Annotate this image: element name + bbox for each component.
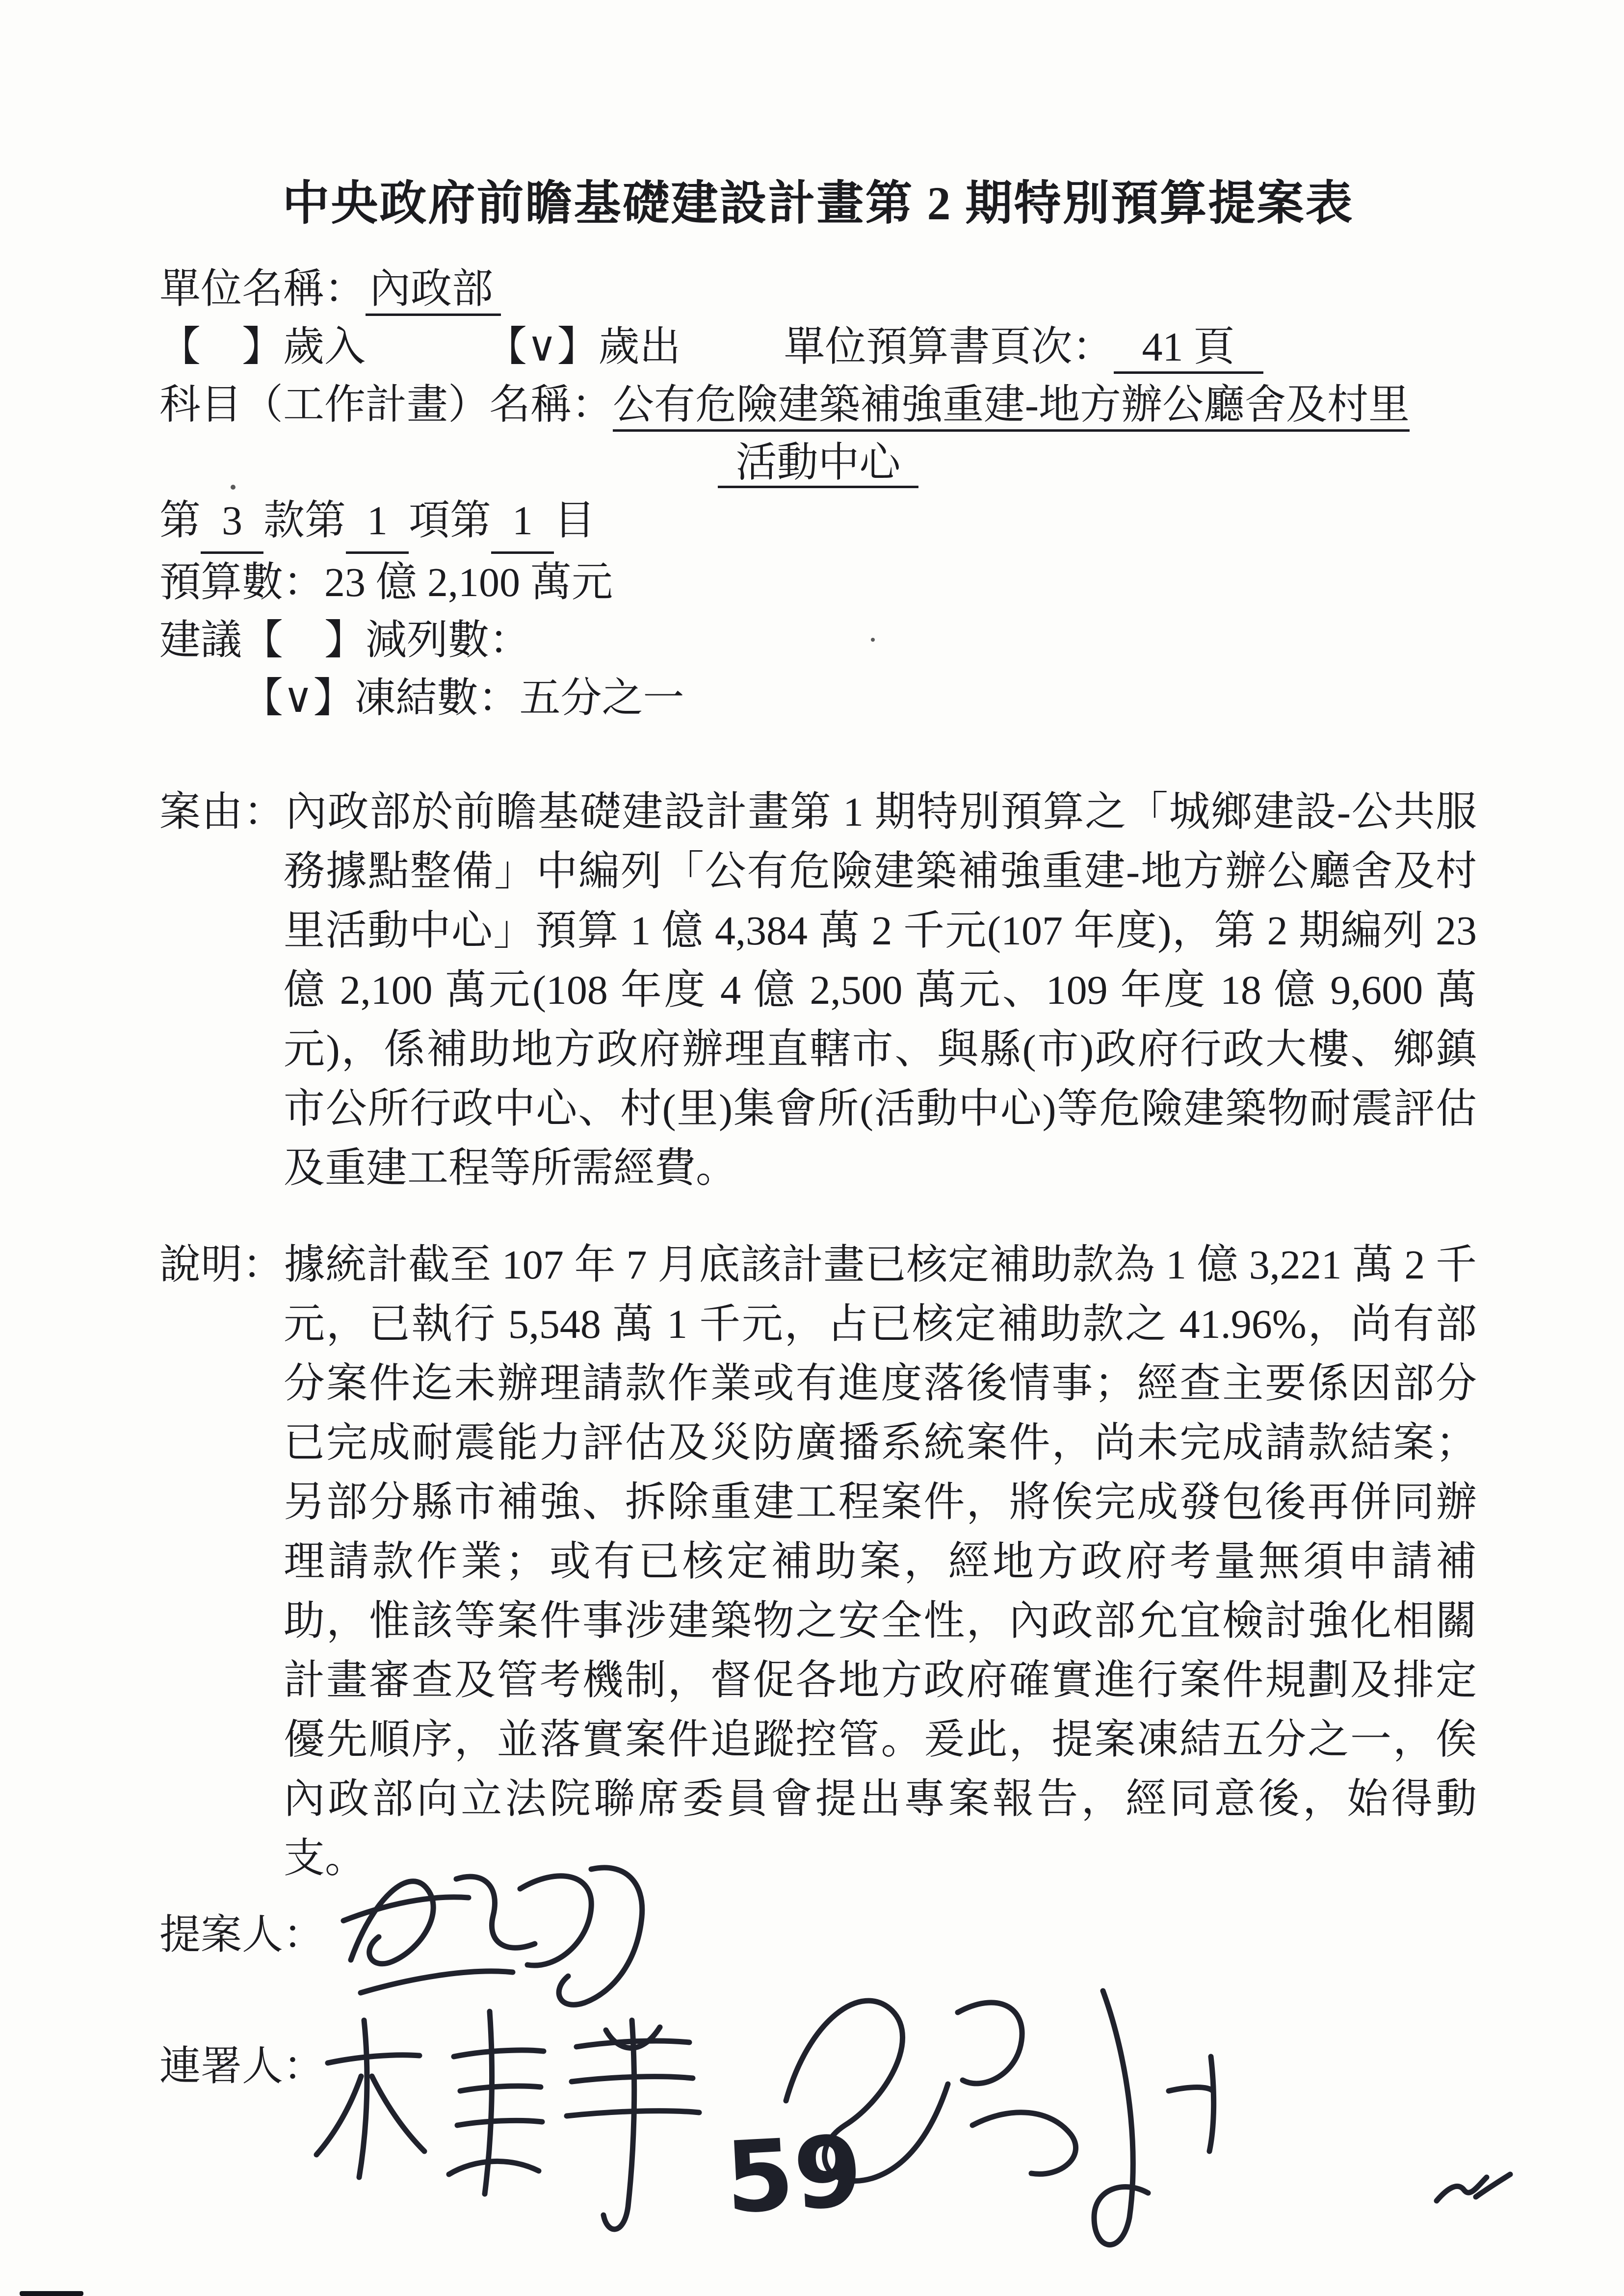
form-title: 中央政府前瞻基礎建設計畫第 2 期特別預算提案表 bbox=[282, 177, 1354, 230]
revenue-checkbox-icon: 【 】 bbox=[159, 324, 284, 370]
item-mid-2: 項第 bbox=[409, 498, 492, 544]
explanation-paragraph bbox=[159, 1235, 1477, 1888]
proposer-row bbox=[159, 1911, 1477, 1960]
form-content bbox=[159, 0, 1477, 2091]
case-label: 案由： bbox=[159, 789, 286, 835]
handwritten-number: 59 bbox=[722, 2114, 865, 2236]
item-mid-1: 款第 bbox=[263, 498, 346, 544]
freeze-value: 五分之一 bbox=[519, 676, 684, 721]
suggestion-freeze-row bbox=[159, 670, 1477, 728]
item-kuan-value: 3 bbox=[201, 492, 263, 554]
item-mu-value: 1 bbox=[491, 492, 554, 554]
item-xiang-value: 1 bbox=[346, 492, 409, 554]
suggestion-prefix: 建議 bbox=[159, 618, 242, 663]
freeze-label: 凍結數： bbox=[354, 676, 520, 721]
explanation-label: 說明： bbox=[159, 1242, 284, 1288]
cosigner-row bbox=[159, 2042, 1477, 2091]
expenditure-label: 歲出 bbox=[598, 324, 681, 370]
subject-row bbox=[159, 376, 1477, 434]
expenditure-option bbox=[486, 324, 681, 370]
budget-row bbox=[159, 554, 1477, 612]
freeze-checkbox-icon: 【∨】 bbox=[242, 676, 355, 721]
subject-value-line1: 公有危險建築補強重建-地方辦公廳舍及村里 bbox=[613, 382, 1410, 432]
item-suffix: 目 bbox=[554, 498, 596, 544]
item-prefix: 第 bbox=[159, 498, 201, 544]
cut-checkbox-icon: 【 】 bbox=[242, 618, 366, 663]
unit-name-row bbox=[159, 261, 1477, 318]
case-text: 內政部於前瞻基礎建設計畫第 1 期特別預算之「城鄉建設-公共服務據點整備」中編列「公有危險建築補強重建-地方辦公廳舍及村里活動中心」預算 1 億 4,384 萬 2 千元(107 年度)，第 2 期編列 23 億 2,100 萬元(108 年度 4 億 2,500 萬元、109 年度 18 億 9,600 萬元)，係補助地方政府辦理直轄市、與縣(市)政府行政大樓、鄉鎮市公所行政中心、村(里)集會所(活動中心)等危險建築物耐震評估及重建工程等所需經費。 bbox=[284, 789, 1477, 1191]
case-paragraph bbox=[159, 783, 1477, 1198]
subject-label: 科目（工作計畫）名稱： bbox=[159, 382, 613, 428]
category-row bbox=[159, 318, 1477, 376]
unit-name-value: 內政部 bbox=[366, 266, 501, 316]
unit-name-label: 單位名稱： bbox=[159, 266, 366, 312]
item-number-row bbox=[159, 492, 1477, 554]
suggestion-cut-row bbox=[159, 612, 1477, 670]
subject-row-continuation bbox=[159, 434, 1477, 492]
scan-edge-artifact bbox=[20, 2291, 83, 2296]
revenue-label: 歲入 bbox=[283, 324, 366, 370]
explanation-text: 據統計截至 107 年 7 月底該計畫已核定補助款為 1 億 3,221 萬 2 千元，已執行 5,548 萬 1 千元，占已核定補助款之 41.96%，尚有部分案件迄未辦理請款作業或有進度落後情事；經查主要係因部分已完成耐震能力評估及災防廣播系統案件，尚未完成請款結案；另部分縣市補強、拆除重建工程案件，將俟完成發包後再併同辦理請款作業；或有已核定補助案，經地方政府考量無須申請補助，惟該等案件事涉建築物之安全性，內政部允宜檢討強化相關計畫審查及管考機制，督促各地方政府確實進行案件規劃及排定優先順序，並落實案件追蹤控管。爰此，提案凍結五分之一，俟內政部向立法院聯席委員會提出專案報告，經同意後，始得動支。 bbox=[284, 1242, 1477, 1881]
subject-value-line2: 活動中心 bbox=[718, 440, 918, 488]
cosigner-label: 連署人： bbox=[159, 2044, 325, 2089]
budget-label: 預算數： bbox=[159, 560, 325, 605]
scan-speck bbox=[231, 485, 236, 490]
scan-speck bbox=[871, 638, 875, 642]
page-ref-label: 單位預算書頁次： bbox=[784, 324, 1114, 370]
revenue-option bbox=[159, 324, 366, 370]
page-ref-value: 41 頁 bbox=[1114, 324, 1263, 374]
corner-pen-mark bbox=[1437, 2174, 1510, 2201]
proposer-label: 提案人： bbox=[159, 1912, 325, 1958]
form-header-fields bbox=[159, 261, 1477, 728]
expenditure-checkbox-icon: 【∨】 bbox=[486, 324, 599, 370]
cut-label: 減列數： bbox=[366, 618, 531, 663]
budget-value: 23 億 2,100 萬元 bbox=[324, 560, 613, 605]
